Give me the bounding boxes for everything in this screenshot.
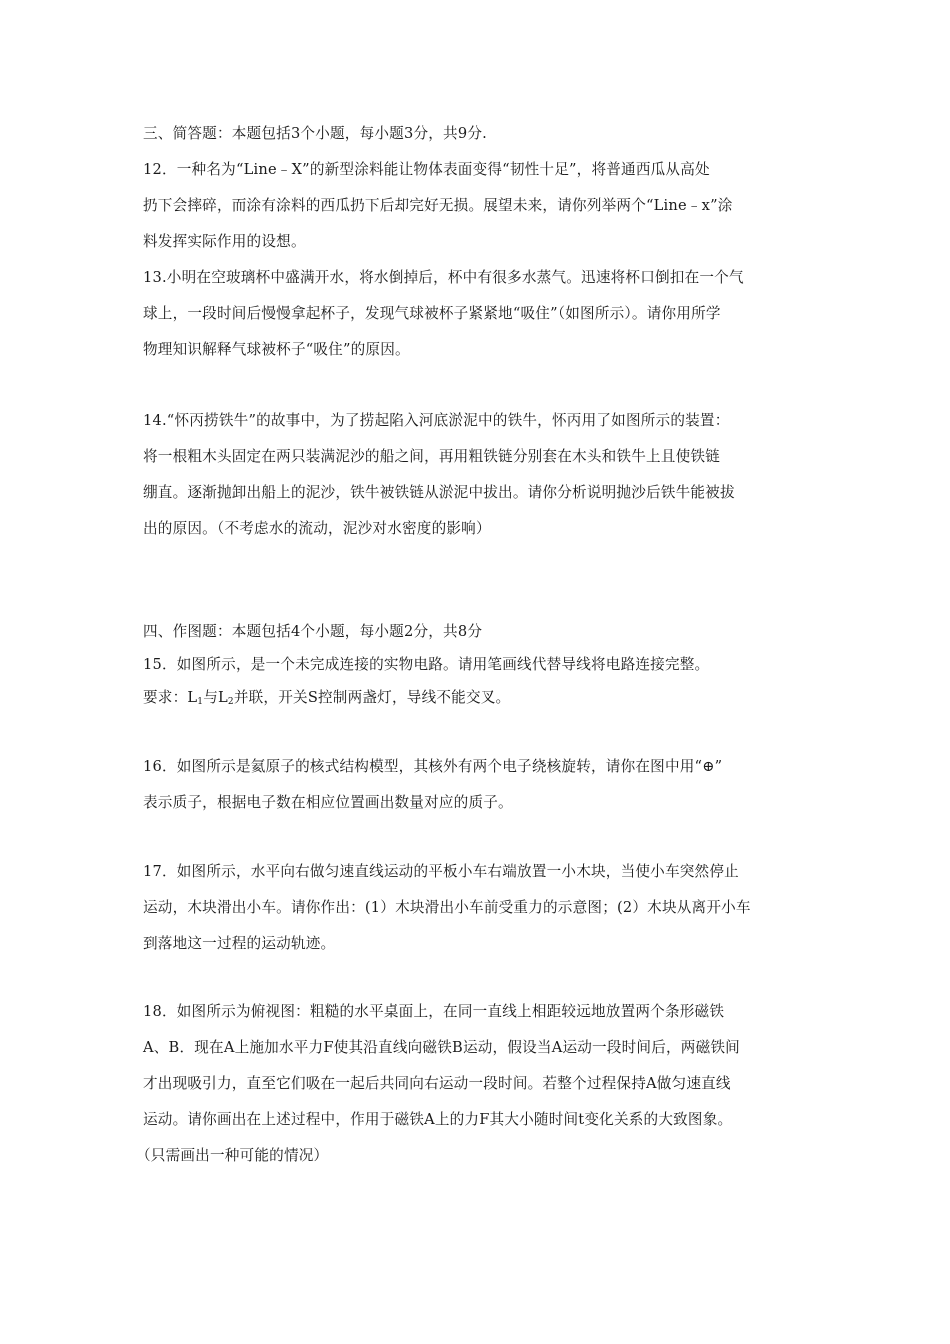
q15-req-prefix: 要求：L — [143, 689, 198, 706]
q15-req-suffix: 并联，开关S控制两盏灯，导线不能交叉。 — [233, 689, 511, 706]
q15-req-mid: 与L — [203, 689, 228, 706]
q16-line-1: 16．如图所示是氦原子的核式结构模型，其核外有两个电子绕核旋转，请你在图中用“⊕” — [143, 758, 723, 775]
q13-line-2: 球上，一段时间后慢慢拿起杯子，发现气球被杯子紧紧地“吸住”（如图所示）。请你用所学 — [143, 305, 721, 322]
q15-line-1: 15．如图所示，是一个未完成连接的实物电路。请用笔画线代替导线将电路连接完整。 — [143, 656, 710, 673]
q12-line-2: 扔下会摔碎，而涂有涂料的西瓜扔下后却完好无损。展望未来，请你列举两个“Line﹣x”涂 — [143, 197, 733, 214]
q18-line-1: 18．如图所示为俯视图：粗糙的水平桌面上，在同一直线上相距较远地放置两个条形磁铁 — [143, 1003, 725, 1020]
q15-sub-1: 1 — [197, 697, 204, 707]
q14-line-2: 将一根粗木头固定在两只装满泥沙的船之间，再用粗铁链分别套在木头和铁牛上且使铁链 — [143, 448, 720, 465]
q14-line-4: 出的原因。（不考虑水的流动，泥沙对水密度的影响） — [143, 520, 491, 537]
q18-line-4: 运动。请你画出在上述过程中，作用于磁铁A上的力F其大小随时间t变化关系的大致图象。 — [143, 1111, 733, 1128]
q18-line-5: （只需画出一种可能的情况） — [136, 1147, 329, 1164]
q18-line-3: 才出现吸引力，直至它们吸在一起后共同向右运动一段时间。若整个过程保持A做匀速直线 — [143, 1075, 731, 1092]
q17-line-1: 17．如图所示，水平向右做匀速直线运动的平板小车右端放置一小木块，当使小车突然停止 — [143, 863, 739, 880]
section-4-heading: 四、作图题：本题包括4个小题，每小题2分，共8分 — [143, 623, 483, 640]
q13-line-1: 13.小明在空玻璃杯中盛满开水，将水倒掉后，杯中有很多水蒸气。迅速将杯口倒扣在一个气 — [143, 269, 744, 286]
q12-line-1: 12．一种名为“Line﹣X”的新型涂料能让物体表面变得“韧性十足”，将普通西瓜从高处 — [143, 161, 710, 178]
section-3-heading: 三、简答题：本题包括3个小题，每小题3分，共9分. — [143, 125, 487, 142]
q18-line-2: A、B．现在A上施加水平力F使其沿直线向磁铁B运动，假设当A运动一段时间后，两磁铁间 — [143, 1039, 740, 1056]
q17-line-2: 运动，木块滑出小车。请你作出：(1）木块滑出小车前受重力的示意图；(2）木块从离开小车 — [143, 899, 751, 916]
q15-requirement — [143, 688, 510, 712]
q14-line-1: 14.“怀丙捞铁牛”的故事中，为了捞起陷入河底淤泥中的铁牛，怀丙用了如图所示的装置： — [143, 412, 730, 429]
q15-sub-2: 2 — [227, 697, 234, 707]
q12-line-3: 料发挥实际作用的设想。 — [143, 233, 306, 250]
q16-line-2: 表示质子，根据电子数在相应位置画出数量对应的质子。 — [143, 794, 513, 811]
q14-line-3: 绷直。逐渐抛卸出船上的泥沙，铁牛被铁链从淤泥中拔出。请你分析说明抛沙后铁牛能被拔 — [143, 484, 735, 501]
q13-line-3: 物理知识解释气球被杯子“吸住”的原因。 — [143, 341, 410, 358]
q17-line-3: 到落地这一过程的运动轨迹。 — [143, 935, 336, 952]
